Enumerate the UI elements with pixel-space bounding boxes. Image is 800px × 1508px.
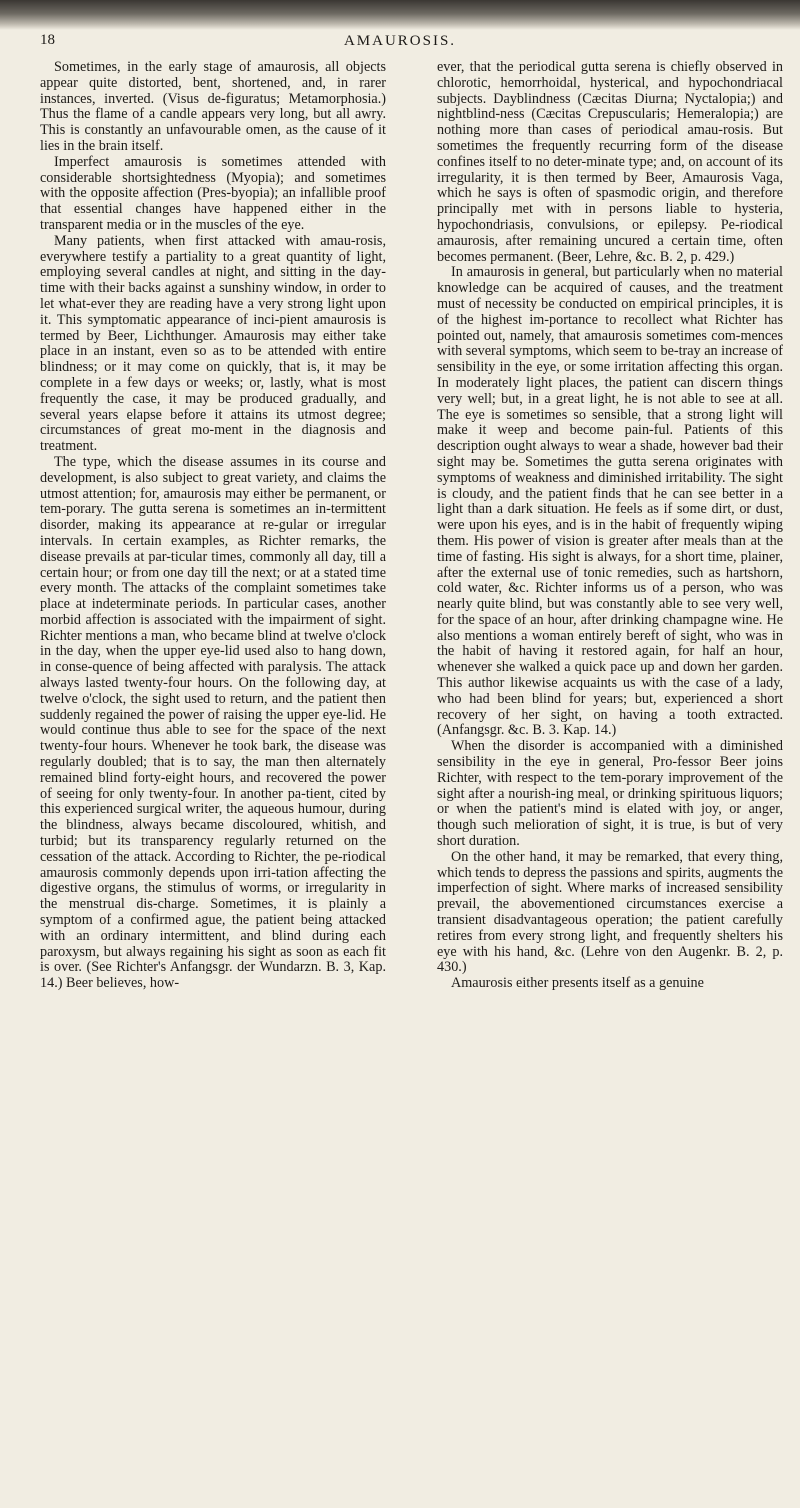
paragraph: The type, which the disease assumes in its course and development, is also subject to great variety, and claims the utmost attention; for, amaurosis may either be permanent, or tem-porary. The gutta serena is sometimes an in-termittent disorder, making its appearance at re-gular or irregular intervals. In certain examples, as Richter remarks, the disease prevails at par-ticular times, commonly all day, till a certain hour; or from one day till the next; or at a stated time every month. The attacks of the complaint sometimes take place at indeterminate periods. In particular cases, another morbid affection is associated with the impairment of sight. Richter mentions a man, who became blind at twelve o'clock in the day, when the upper eye-lid used also to hang down, in conse-quence of being affected with paralysis. The attack always lasted twenty-four hours. On the following day, at twelve o'clock, the sight used to return, and the patient then suddenly regained the power of raising the upper eye-lid. He would continue thus able to see for the space of the next twenty-four hours. Whenever he took bark, the disease was regularly doubled; that is to say, the man then alternately remained blind forty-eight hours, and recovered the power of seeing for only twenty-four. In another pa-tient, cited by this experienced surgical writer, the aqueous humour, during the blindness, always became discoloured, whitish, and turbid; but its transparency regularly returned on the cessation of the attack. According to Richter, the pe-riodical amaurosis commonly depends upon irri-tation affecting the digestive organs, the stimulus of worms, or irregularity in the menstrual dis-charge. Sometimes, it is plainly a symptom of a confirmed ague, the patient being attacked with an ordinary intermittent, and blind during each paroxysm, but always regaining his sight as soon as each fit is over. (See Richter's Anfangsgr. der Wundarzn. B. 3, Kap. 14.) Beer believes, how- bbox=[40, 453, 386, 992]
paragraph: When the disorder is accompanied with a diminished sensibility in the eye in general, Pro-fessor Beer joins Richter, with respect to the tem-porary improvement of the sight after a nourish-ing meal, or drinking spirituous liquors; or when the patient's mind is elated with joy, or anger, though such melioration of sight, it is true, is but of very short duration. bbox=[437, 738, 783, 850]
left-column bbox=[40, 60, 386, 1500]
page-number: 18 bbox=[40, 32, 55, 48]
paragraph: Imperfect amaurosis is sometimes attended with considerable shortsightedness (Myopia); and sometimes with the opposite affection (Pres-byopia); an infallible proof that essential changes have happened either in the transparent media or in the muscles of the eye. bbox=[40, 153, 386, 233]
running-title: AMAUROSIS. bbox=[343, 33, 457, 49]
paragraph: On the other hand, it may be remarked, that every thing, which tends to depress the passions and spirits, augments the imperfection of sight. Where marks of increased sensibility prevail, the abovementioned circumstances exercise a transient disadvantageous operation; the patient carefully retires from every strong light, and frequently shelters his eye with his hand, &c. (Lehre von den Augenkr. B. 2, p. 430.) bbox=[437, 848, 783, 976]
paragraph: Many patients, when first attacked with amau-rosis, everywhere testify a partiality to a great quantity of light, employing several candles at night, and sitting in the day-time with their backs against a sunshiny window, in order to let what-ever they are reading have a very strong light upon it. This symptomatic appearance of inci-pient amaurosis is termed by Beer, Lichthunger. Amaurosis may either take place in an instant, even so as to be attended with entire blindness; or it may come on quickly, that is, it may be complete in a few days or weeks; or, lastly, what is most frequently the case, it may be produced gradually, and several years elapse before it attains its utmost degree; circumstances of great mo-ment in the diagnosis and treatment. bbox=[40, 232, 386, 455]
paragraph: In amaurosis in general, but particularly when no material knowledge can be acquired of causes, and the treatment must of necessity be conducted on empirical principles, it is of the highest im-portance to recollect what Richter has pointed out, namely, that amaurosis sometimes com-mences with several symptoms, which seem to be-tray an increase of sensibility in the eye, or some irritation affecting this organ. In moderately light places, the patient can discern things very well; but, in a great light, he is not able to see at all. The eye is sometimes so sensible, that a strong light will make it weep and become pain-ful. Patients of this description ought always to wear a shade, however bad their sight may be. Sometimes the gutta serena originates with symptoms of weakness and diminished irritability. The sight is cloudy, and the patient finds that he can see better in a light than a dark situation. He feels as if some dirt, or dust, were upon his eyes, and is in the habit of frequently wiping them. His power of vision is greater after meals than at the time of fasting. His sight is always, for a short time, plainer, after the external use of tonic remedies, such as hartshorn, cold water, &c. Richter informs us of a person, who was nearly quite blind, but was constantly able to see very well, for the space of an hour, after drinking champagne wine. He also mentions a woman entirely bereft of sight, who was in the habit of having it restored again, for half an hour, whenever she walked a quick pace up and down her garden. This author likewise acquaints us with the case of a lady, who had been blind for years; but, experienced a short recovery of her sight, on having a tooth extracted. (Anfangsgr. &c. B. 3. Kap. 14.) bbox=[437, 264, 783, 739]
paragraph: Amaurosis either presents itself as a genuine bbox=[451, 975, 704, 992]
right-column bbox=[437, 60, 783, 1500]
paragraph: Sometimes, in the early stage of amaurosis, all objects appear quite distorted, bent, shortened, and, in rarer instances, inverted. (Visus de-figuratus; Metamorphosia.) Thus the flame of a candle appears very long, but all awry. This is constantly an unfavourable omen, as the cause of it lies in the brain itself. bbox=[40, 60, 386, 154]
paragraph: ever, that the periodical gutta serena is chiefly observed in chlorotic, hemorrhoidal, hysterical, and hypochondriacal subjects. Dayblindness (Cæcitas Diurna; Nyctalopia;) and nightblind-ness (Cæcitas Crepuscularis; Hemeralopia;) are nothing more than cases of periodical amau-rosis. But sometimes the frequently recurring form of the disease confines itself to no deter-minate type; and, on account of its irregularity, it is then termed by Beer, Amaurosis Vaga, which he says is often of spasmodic origin, and therefore principally met with in persons liable to hysteria, hypochondriasis, convulsions, or epilepsy. Pe-riodical amaurosis, after remaining uncured a certain time, often becomes permanent. (Beer, Lehre, &c. B. 2, p. 429.) bbox=[437, 60, 783, 265]
